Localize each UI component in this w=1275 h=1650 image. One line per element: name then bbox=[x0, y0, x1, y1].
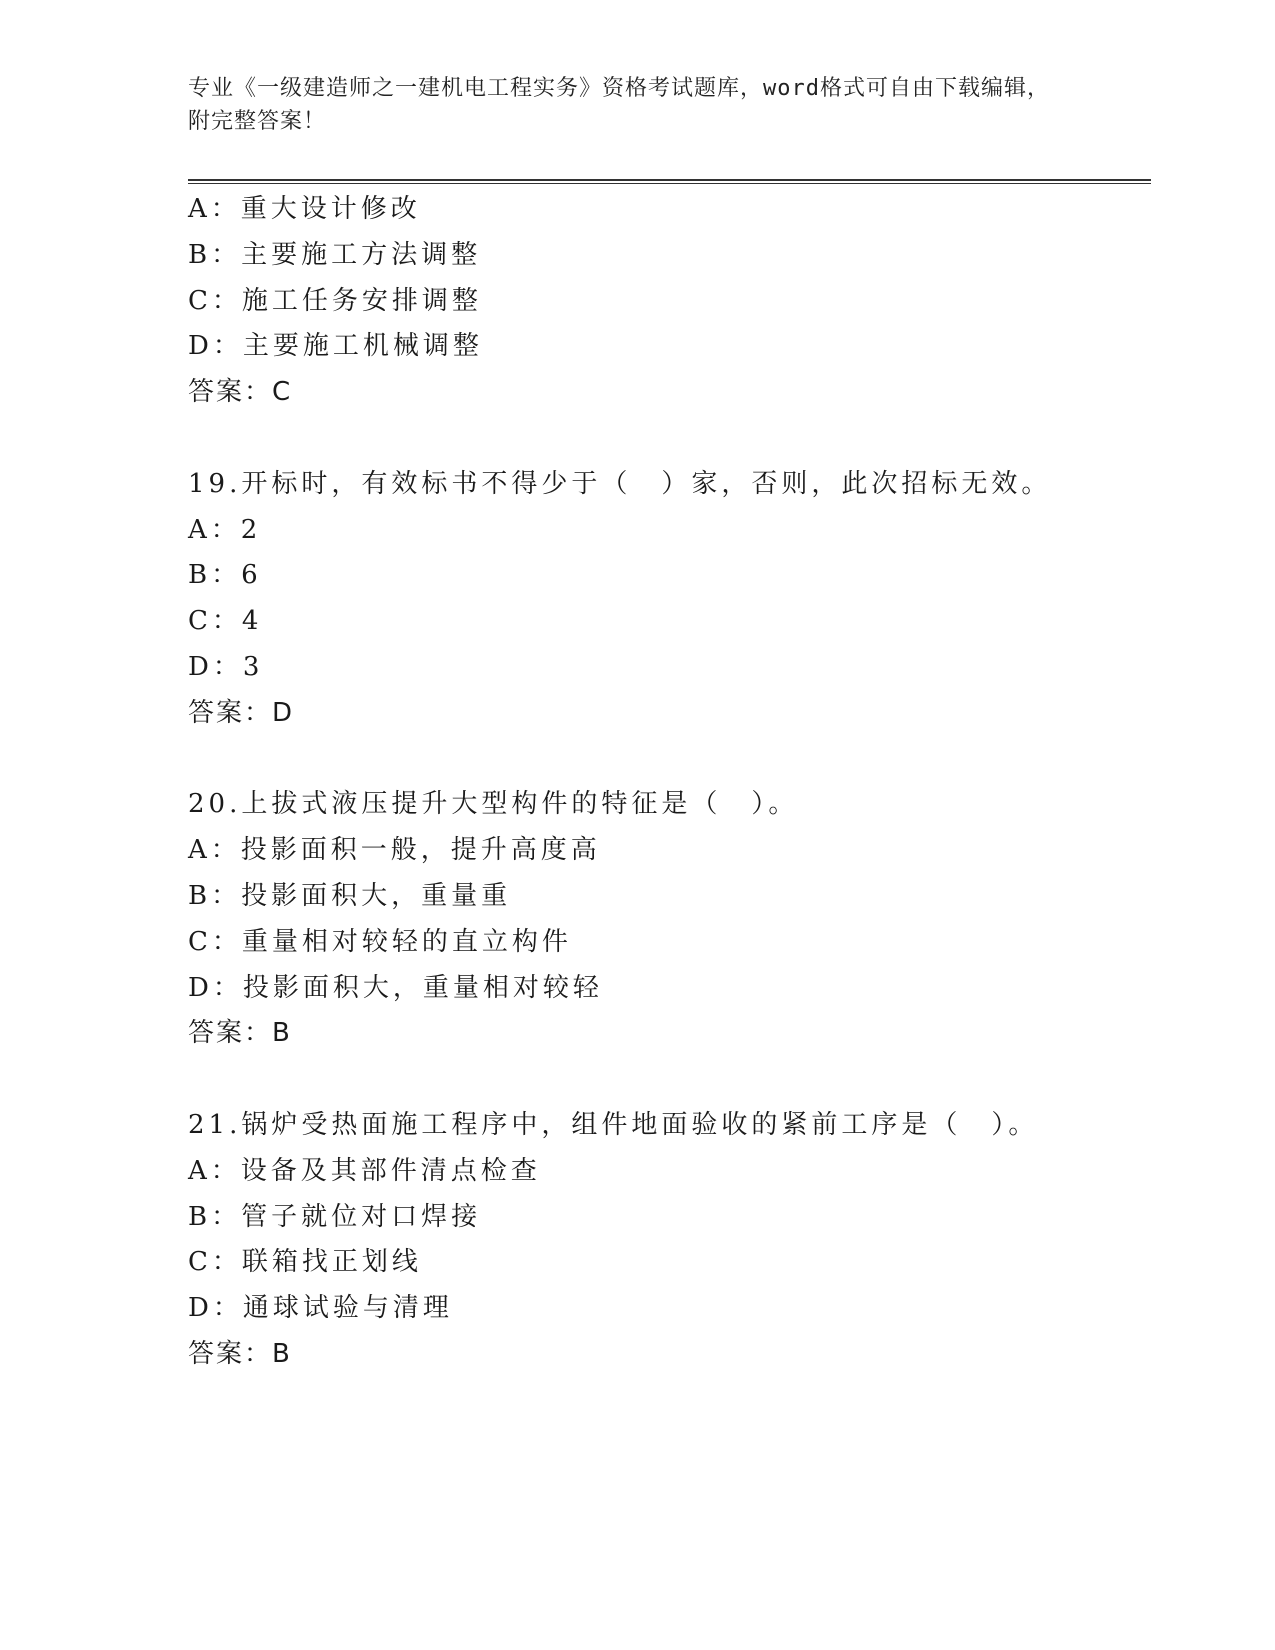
answer: 答案：D bbox=[188, 697, 295, 728]
option-b: B：主要施工方法调整 bbox=[188, 239, 482, 270]
question-stem: 19.开标时，有效标书不得少于（ ）家，否则，此次招标无效。 bbox=[188, 468, 1052, 499]
option-b: B：管子就位对口焊接 bbox=[188, 1201, 482, 1232]
option-d: D：3 bbox=[188, 651, 264, 682]
option-a: A：2 bbox=[188, 514, 262, 545]
question-18-continued bbox=[188, 187, 1148, 416]
spacer bbox=[188, 416, 1148, 462]
question-20 bbox=[188, 782, 1148, 1057]
option-d: D：主要施工机械调整 bbox=[188, 331, 483, 362]
answer: 答案：C bbox=[188, 377, 293, 408]
spacer bbox=[188, 737, 1148, 783]
option-c: C：4 bbox=[188, 606, 263, 637]
option-a: A：投影面积一般，提升高度高 bbox=[188, 835, 601, 866]
option-a: A：设备及其部件清点检查 bbox=[188, 1155, 541, 1186]
document-header: 专业《一级建造师之一建机电工程实务》资格考试题库，word格式可自由下载编辑，附完整答案！ bbox=[188, 76, 1050, 134]
option-b: B：投影面积大，重量重 bbox=[188, 880, 512, 911]
option-b: B：6 bbox=[188, 560, 262, 591]
option-c: C：重量相对较轻的直立构件 bbox=[188, 926, 572, 957]
question-19 bbox=[188, 462, 1148, 737]
header-divider bbox=[188, 179, 1151, 184]
spacer bbox=[188, 1057, 1148, 1103]
answer: 答案：B bbox=[188, 1018, 292, 1049]
option-c: C：联箱找正划线 bbox=[188, 1247, 422, 1278]
question-stem: 21.锅炉受热面施工程序中，组件地面验收的紧前工序是（ ）。 bbox=[188, 1109, 1039, 1140]
option-d: D：通球试验与清理 bbox=[188, 1293, 453, 1324]
option-d: D：投影面积大，重量相对较轻 bbox=[188, 972, 603, 1003]
option-c: C：施工任务安排调整 bbox=[188, 285, 482, 316]
question-list bbox=[188, 187, 1148, 1378]
option-a: A：重大设计修改 bbox=[188, 194, 421, 224]
question-21 bbox=[188, 1103, 1148, 1378]
question-stem: 20.上拔式液压提升大型构件的特征是（ ）。 bbox=[188, 789, 799, 820]
answer: 答案：B bbox=[188, 1338, 292, 1369]
